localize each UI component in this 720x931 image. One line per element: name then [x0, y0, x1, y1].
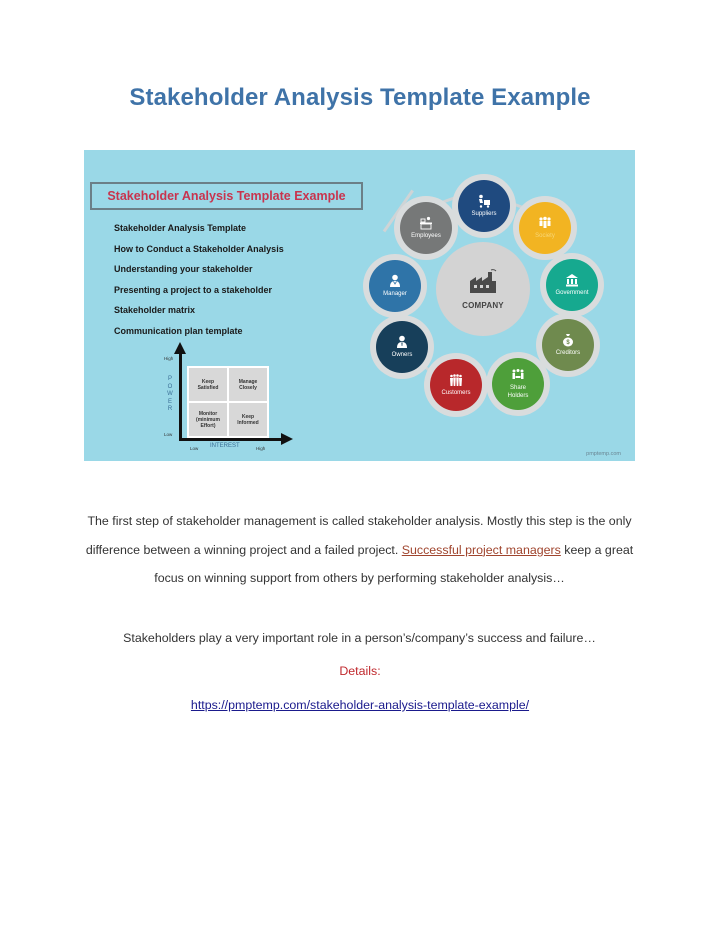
x-low-label: Low — [190, 446, 199, 451]
delivery-icon — [477, 194, 491, 208]
node-customers — [430, 359, 482, 411]
node-label: Customers — [441, 390, 471, 396]
node-label: Suppliers — [471, 211, 497, 217]
x-axis-label: INTEREST — [210, 443, 240, 449]
arrow-right-icon — [281, 433, 293, 445]
desk-icon — [419, 216, 433, 230]
quadrant-grid — [187, 366, 269, 438]
node-employees — [400, 202, 452, 254]
y-axis-label — [166, 376, 174, 414]
svg-text:$: $ — [566, 340, 570, 346]
hero-title: Stakeholder Analysis Template Example — [107, 189, 346, 203]
power-letter: O — [167, 383, 173, 390]
y-axis — [179, 348, 182, 440]
node-society — [519, 202, 571, 254]
stakeholder-paragraph: Stakeholders play a very important role in a person’s/company’s success and failure… — [123, 631, 596, 645]
node-manager — [369, 260, 421, 312]
x-high-label: High — [256, 446, 266, 451]
y-low-label: Low — [164, 432, 173, 437]
successful-pm-link[interactable]: Successful project managers — [401, 542, 561, 557]
topic-item: Communication plan template — [114, 325, 243, 336]
node-label: Manager — [383, 291, 407, 297]
x-axis — [179, 438, 286, 441]
source-url-link[interactable]: https://pmptemp.com/stakeholder-analysis-template-example/ — [190, 698, 530, 712]
money-bag-icon — [561, 333, 575, 347]
arrow-up-icon — [174, 342, 186, 354]
manager-icon — [388, 274, 402, 288]
meeting-icon — [511, 368, 525, 382]
topic-item: Stakeholder Analysis Template — [114, 223, 247, 233]
quadrant-keep-informed: Keep Informed — [229, 403, 267, 436]
hero-title-box — [90, 182, 363, 210]
bank-icon — [565, 273, 579, 287]
power-interest-matrix — [164, 342, 294, 454]
node-label: Society — [535, 233, 555, 239]
node-owners — [376, 321, 428, 373]
node-label: Share Holders — [507, 385, 529, 399]
power-letter: P — [167, 376, 172, 382]
topic-item: How to Conduct a Stakeholder Analysis — [114, 243, 284, 254]
details-label: Details: — [339, 664, 381, 678]
topic-item: Stakeholder matrix — [114, 305, 196, 316]
topic-item: Presenting a project to a stakeholder — [114, 284, 273, 295]
quadrant-manage-closely: Manage Closely — [229, 368, 267, 401]
topic-list — [114, 222, 284, 346]
quadrant-keep-satisfied: Keep Satisfied — [189, 368, 227, 401]
company-node — [436, 242, 530, 336]
source-url-container — [0, 698, 720, 712]
node-label: Creditors — [555, 350, 581, 356]
intro-paragraph — [84, 507, 635, 593]
company-label: COMPANY — [462, 300, 504, 310]
node-share-holders — [492, 358, 544, 410]
node-creditors — [542, 319, 594, 371]
node-label: Owners — [391, 352, 413, 358]
power-letter: W — [167, 391, 173, 397]
y-high-label: High — [164, 356, 174, 361]
intro-text-1: The first step of stakeholder management is called stakeholder analysis. Mostly this step is the only difference between a winning project and a failed project. — [85, 514, 632, 557]
watermark: pmptemp.com — [586, 451, 621, 457]
page-title: Stakeholder Analysis Template Example — [129, 84, 591, 111]
topic-item: Understanding your stakeholder — [114, 264, 253, 275]
person-icon — [395, 335, 409, 349]
node-label: Government — [555, 290, 589, 296]
group-icon — [538, 216, 552, 230]
factory-icon — [468, 269, 498, 295]
quadrant-monitor: Monitor (minimum Effort) — [189, 403, 227, 436]
intro-text-2: keep a great focus on winning support from others by performing stakeholder analysis… — [154, 542, 634, 585]
node-government — [546, 259, 598, 311]
crowd-icon — [449, 373, 463, 387]
node-suppliers — [458, 180, 510, 232]
power-letter: E — [167, 398, 172, 405]
node-label: Employees — [411, 233, 441, 239]
hero-image — [84, 150, 635, 461]
power-letter: R — [167, 406, 173, 412]
